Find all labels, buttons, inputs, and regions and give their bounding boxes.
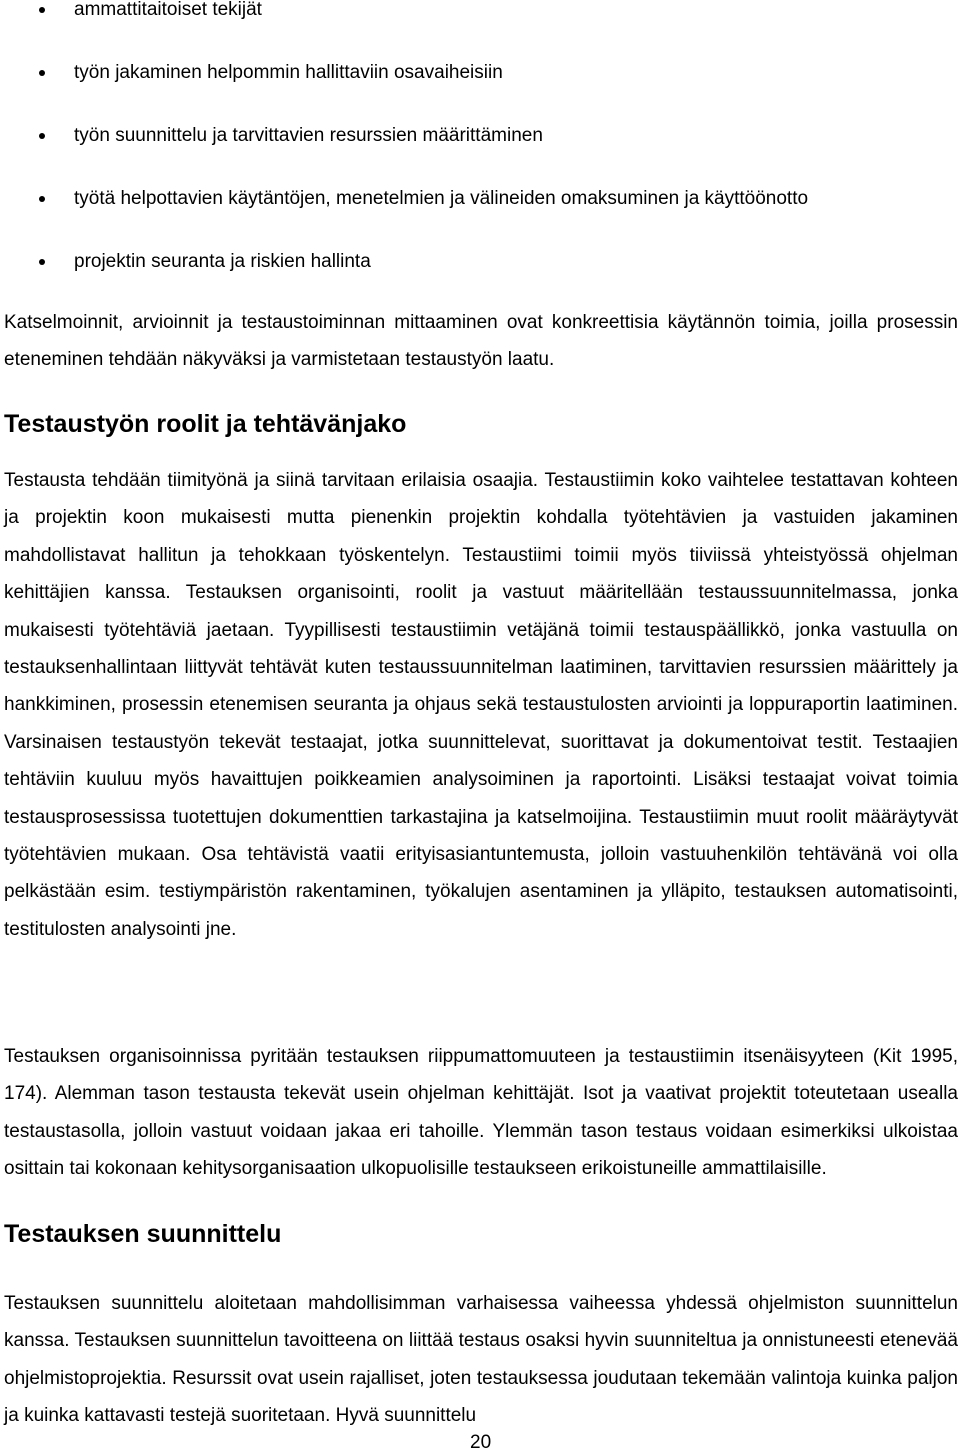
section-heading-planning: Testauksen suunnittelu <box>4 1220 282 1248</box>
bullet-dot-icon <box>39 7 45 13</box>
bullet-text: työn jakaminen helpommin hallittaviin osavaiheisiin <box>74 62 503 83</box>
bullet-item <box>4 188 958 251</box>
bullet-dot-icon <box>39 196 45 202</box>
bullet-dot-icon <box>39 133 45 139</box>
bullet-dot-icon <box>39 70 45 76</box>
intro-paragraph: Katselmoinnit, arvioinnit ja testaustoiminnan mittaaminen ovat konkreettisia käytännön toimia, joilla prosessin eteneminen tehdään näkyväksi ja varmistetaan testaustyön laatu. <box>4 312 958 371</box>
bullet-text: ammattitaitoiset tekijät <box>74 0 262 20</box>
bullet-list <box>4 0 958 314</box>
bullet-text: työtä helpottavien käytäntöjen, menetelmien ja välineiden omaksuminen ja käyttöönotto <box>74 188 809 209</box>
organization-paragraph: Testauksen organisoinnissa pyritään testauksen riippumattomuuteen ja testaustiimin itsenäisyyteen (Kit 1995, 174). Alemman tason testausta tekevät usein ohjelman kehittäjät. Isot ja vaativat projektit toteutetaan usealla testaustasolla, jolloin vastuut voidaan jakaa eri tahoille. Ylemmän tason testaus voidaan esimerkiksi ulkoistaa osittain tai kokonaan kehitysorganisaation ulkopuolisille testaukseen erikoistuneille ammattilaisille. <box>4 1046 958 1180</box>
page-number: 20 <box>470 1432 492 1453</box>
bullet-item <box>4 125 958 188</box>
roles-paragraph: Testausta tehdään tiimityönä ja siinä tarvitaan erilaisia osaajia. Testaustiimin koko vaihtelee testattavan kohteen ja projektin koon mukaisesti mutta pienenkin projektin kohdalla työtehtävien ja vastuiden jakaminen mahdollistavat hallitun ja tehokkaan työskentelyn. Testaustiimi toimii myös tiiviissä yhteistyössä ohjelman kehittäjien kanssa. Testauksen organisointi, roolit ja vastuut määritellään testaussuunnitelmassa, jonka mukaisesti työtehtäviä jaetaan. Tyypillisesti testaustiimin vetäjänä toimii testauspäällikkö, jonka vastuulla on testauksenhallintaan liittyvät tehtävät kuten testaussuunnitelman laatiminen, tarvittavien resurssien määrittely ja hankkiminen, prosessin etenemisen seuranta ja ohjaus sekä testaustulosten arviointi ja loppuraportin laatiminen. Varsinaisen testaustyön tekevät testaajat, jotka suunnittelevat, suorittavat ja dokumentoivat testit. Testaajien tehtäviin kuuluu myös havaittujen poikkeamien analysoiminen ja raportointi. Lisäksi testaajat voivat toimia testausprosessissa tuotettujen dokumenttien tarkastajina ja katselmoijina. Testaustiimin muut roolit määräytyvät työtehtävien mukaan. Osa tehtävistä vaatii erityisasiantuntemusta, jolloin vastuuhenkilön tehtävänä voi olla pelkästään esim. testiympäristön rakentaminen, työkalujen asentaminen ja ylläpito, testauksen automatisointi, testitulosten analysointi jne. <box>4 470 958 940</box>
bullet-text: projektin seuranta ja riskien hallinta <box>74 251 371 272</box>
section-heading-roles: Testaustyön roolit ja tehtävänjako <box>4 410 407 438</box>
bullet-item <box>4 0 958 62</box>
document-page <box>4 0 958 1453</box>
bullet-dot-icon <box>39 259 45 265</box>
bullet-item <box>4 62 958 125</box>
bullet-text: työn suunnittelu ja tarvittavien resurssien määrittäminen <box>74 125 543 146</box>
planning-paragraph: Testauksen suunnittelu aloitetaan mahdollisimman varhaisessa vaiheessa yhdessä ohjelmiston suunnittelun kanssa. Testauksen suunnittelun tavoitteena on liittää testaus osaksi hyvin suunniteltua ja onnistuneesti etenevää ohjelmistoprojektia. Resurssit ovat usein rajalliset, joten testauksessa joudutaan tekemään valintoja kuinka paljon ja kuinka kattavasti testejä suoritetaan. Hyvä suunnittelu <box>4 1293 958 1427</box>
